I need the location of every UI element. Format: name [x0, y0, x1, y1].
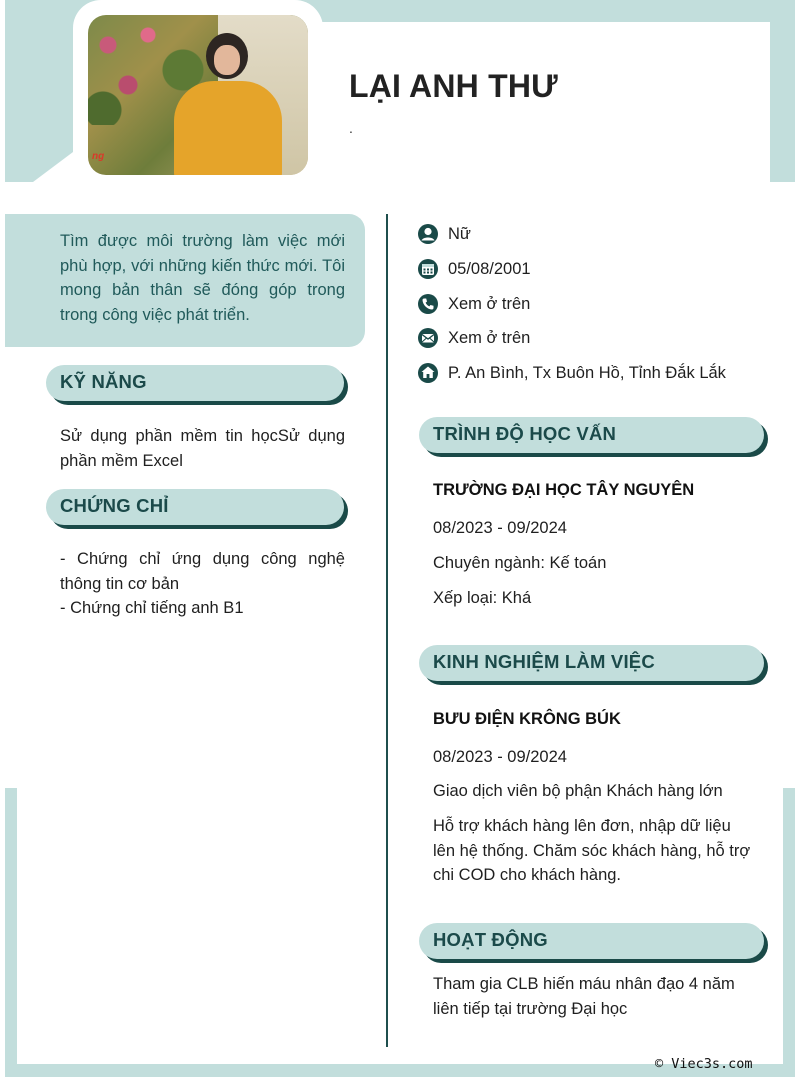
education-heading: TRÌNH ĐỘ HỌC VẤN — [419, 417, 764, 453]
gender-value: Nữ — [448, 224, 471, 243]
school-name: TRƯỜNG ĐẠI HỌC TÂY NGUYÊN — [433, 481, 695, 499]
phone-value: Xem ở trên — [448, 294, 531, 313]
certificate-item: - Chứng chỉ ứng dụng công nghệ thông tin cơ bản — [60, 550, 345, 593]
education-grade: Xếp loại: Khá — [433, 589, 532, 607]
candidate-name: LẠI ANH THƯ — [349, 68, 558, 104]
career-objective: Tìm được môi trường làm việc mới phù hợp, với những kiến thức mới. Tôi mong bản thân sẽ đóng góp trong trong công việc phát triển. — [5, 214, 365, 347]
activities-heading: HOẠT ĐỘNG — [419, 923, 764, 959]
watermark: © Viec3s.com — [655, 1056, 753, 1072]
contact-address — [417, 361, 726, 385]
candidate-subtitle: . — [349, 120, 353, 136]
skills-heading: KỸ NĂNG — [46, 365, 344, 401]
mail-icon — [417, 327, 439, 349]
certificates-heading: CHỨNG CHỈ — [46, 489, 344, 525]
contact-email — [417, 326, 530, 350]
address-value: P. An Bình, Tx Buôn Hồ, Tỉnh Đắk Lắk — [448, 363, 726, 382]
birthdate-value: 05/08/2001 — [448, 259, 531, 278]
activities-text: Tham gia CLB hiến máu nhân đạo 4 năm liên tiếp tại trường Đại học — [433, 975, 735, 1018]
contact-birthdate — [417, 257, 531, 281]
photo-notch — [33, 152, 73, 182]
experience-position: Giao dịch viên bộ phận Khách hàng lớn — [433, 782, 723, 800]
header-card — [322, 22, 770, 192]
column-divider — [386, 214, 388, 1047]
contact-gender — [417, 222, 471, 246]
phone-icon — [417, 293, 439, 315]
user-icon — [417, 223, 439, 245]
education-major: Chuyên ngành: Kế toán — [433, 554, 607, 572]
contact-phone — [417, 292, 530, 316]
company-name: BƯU ĐIỆN KRÔNG BÚK — [433, 710, 621, 728]
photo-caption: ng — [92, 151, 105, 162]
email-value: Xem ở trên — [448, 328, 531, 347]
experience-period: 08/2023 - 09/2024 — [433, 748, 567, 766]
education-period: 08/2023 - 09/2024 — [433, 519, 567, 537]
experience-description: Hỗ trợ khách hàng lên đơn, nhập dữ liệu lên hệ thống. Chăm sóc khách hàng, hỗ trợ chi COD cho khách hàng. — [433, 817, 751, 884]
skills-text: Sử dụng phần mềm tin họcSử dụng phần mềm Excel — [60, 427, 345, 470]
calendar-icon — [417, 258, 439, 280]
location-icon — [417, 362, 439, 384]
avatar — [88, 15, 308, 175]
experience-heading: KINH NGHIỆM LÀM VIỆC — [419, 645, 764, 681]
certificate-item: - Chứng chỉ tiếng anh B1 — [60, 599, 244, 617]
